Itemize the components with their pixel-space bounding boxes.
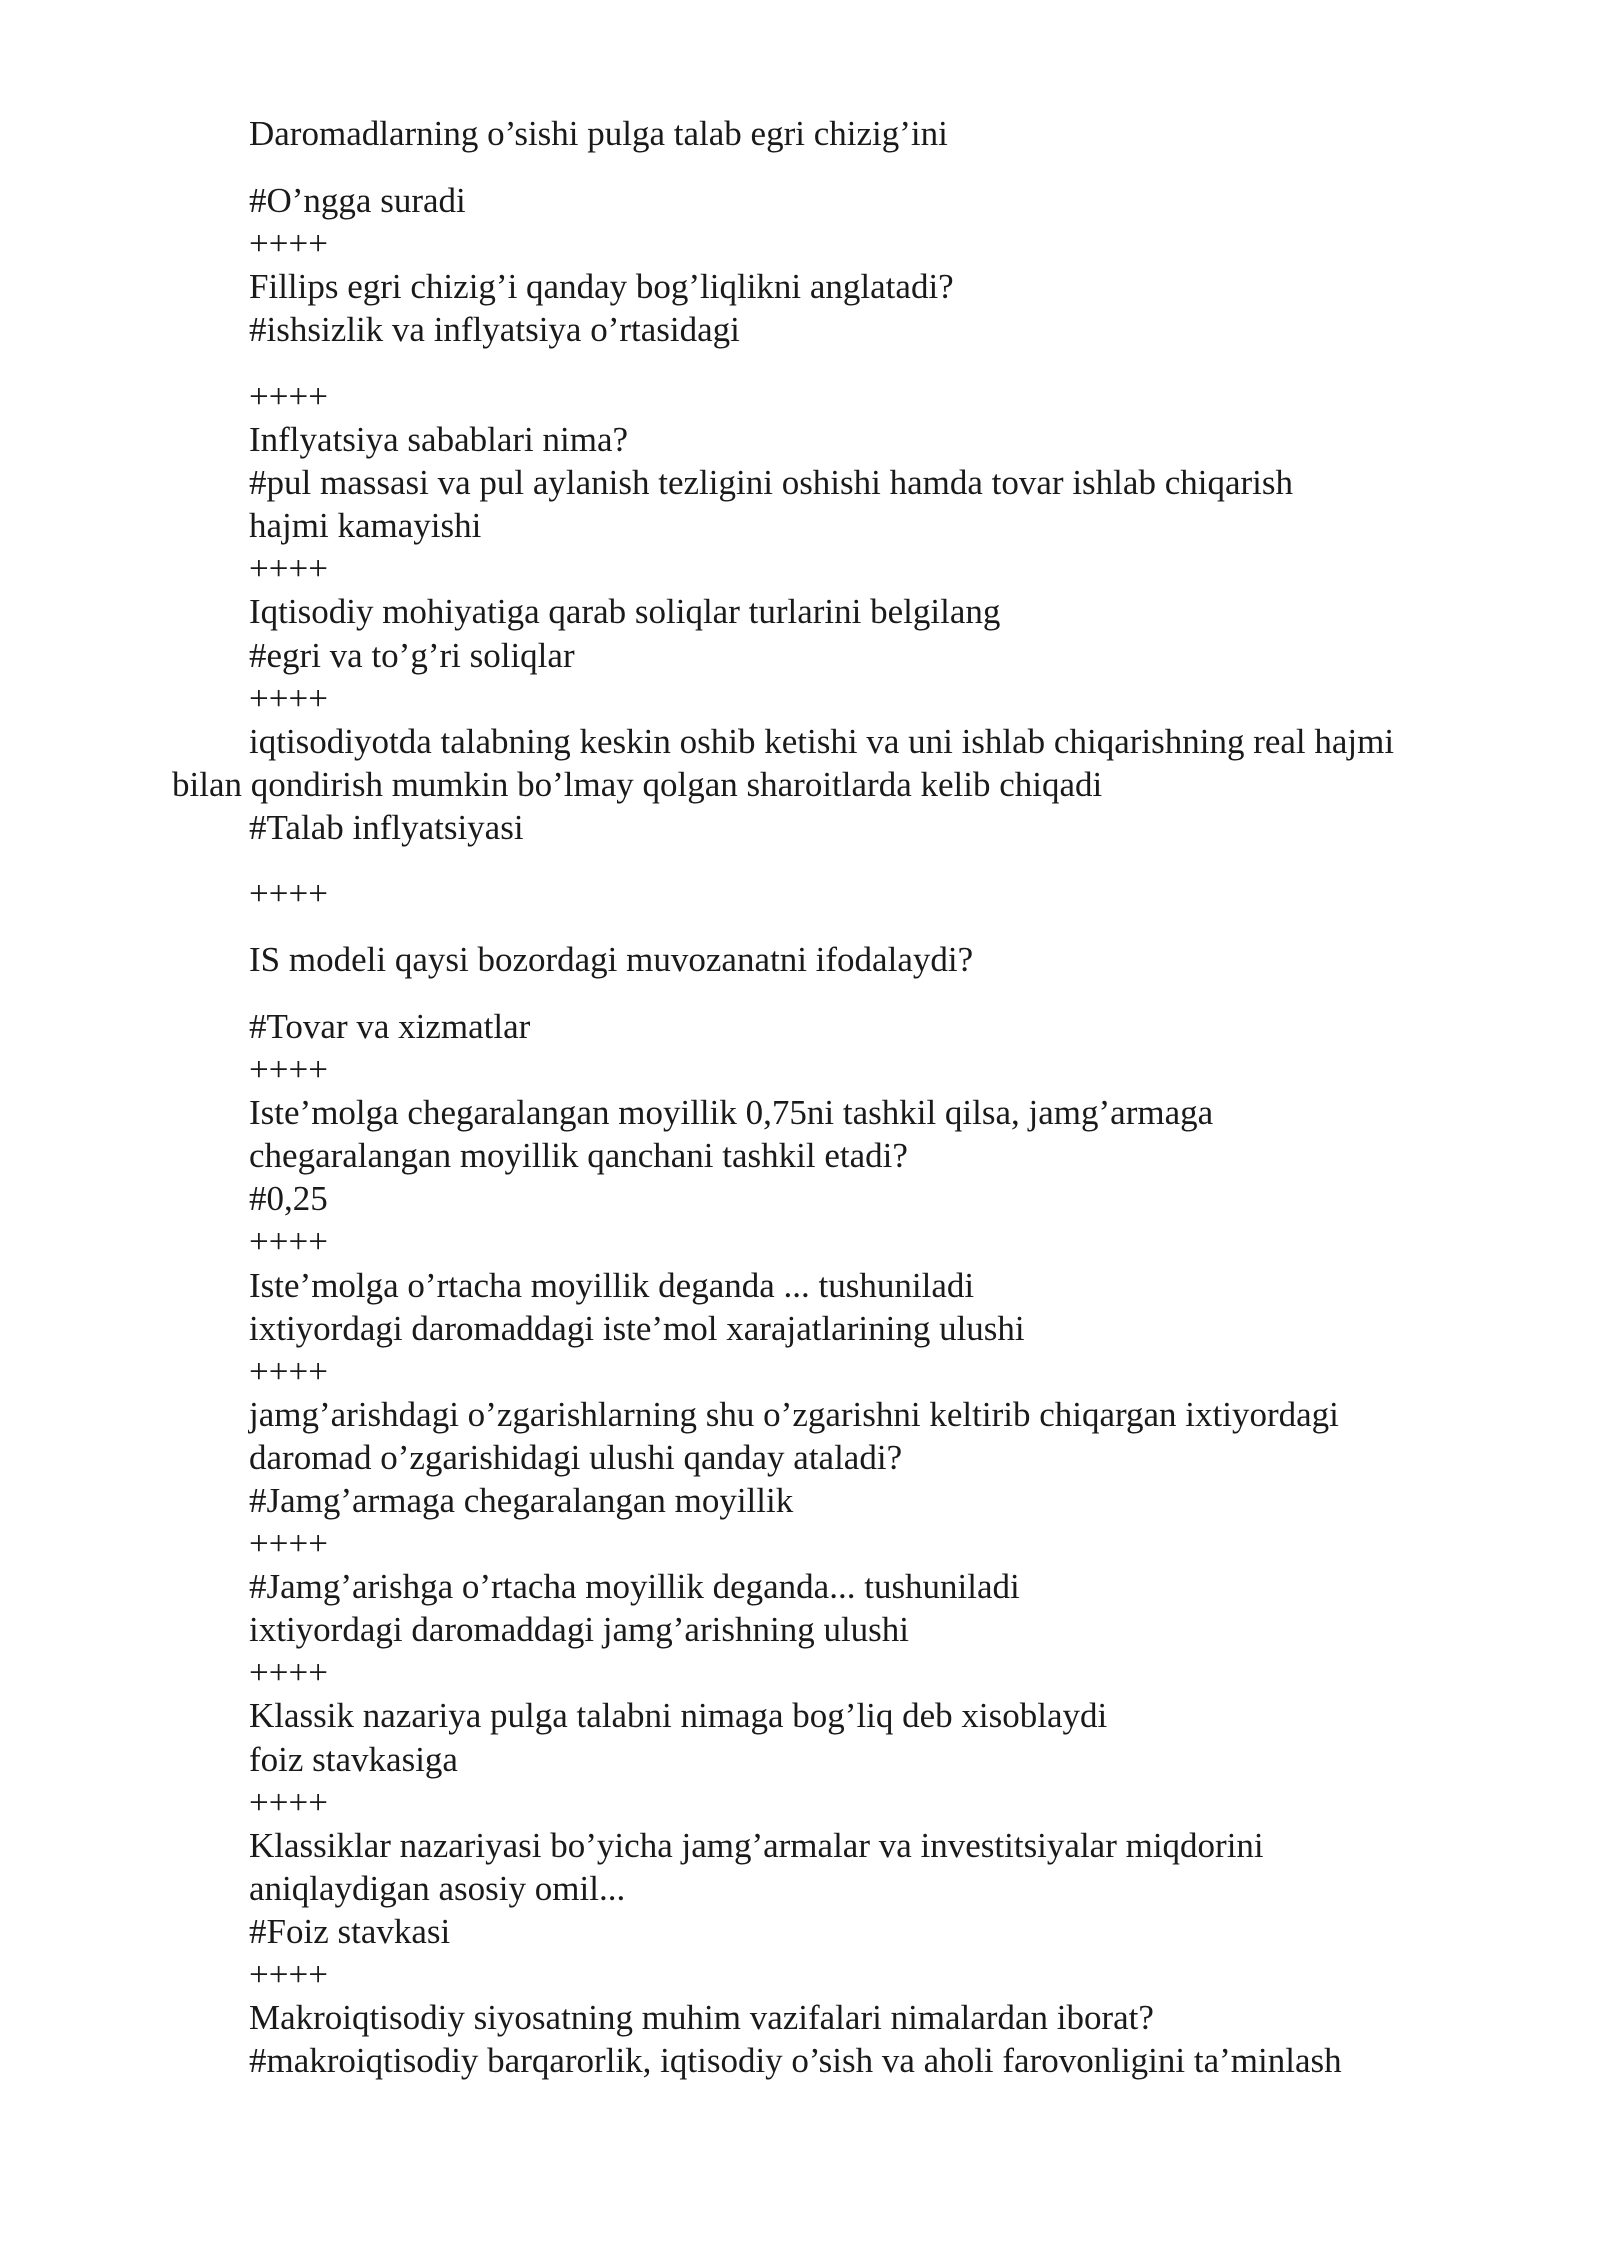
separator-line: ++++ bbox=[249, 1524, 328, 1563]
text-line: #O’ngga suradi bbox=[249, 181, 466, 220]
text-line: Daromadlarning o’sishi pulga talab egri chizig’ini bbox=[249, 114, 948, 153]
question-line: Fillips egri chizig’i qanday bog’liqlikni anglatadi? bbox=[249, 267, 954, 306]
question-line: Klassik nazariya pulga talabni nimaga bog’liq deb xisoblaydi bbox=[249, 1696, 1108, 1735]
question-line: Makroiqtisodiy siyosatning muhim vazifalari nimalardan iborat? bbox=[249, 1998, 1154, 2037]
answer-line: #Talab inflyatsiyasi bbox=[249, 808, 524, 847]
separator-line: ++++ bbox=[249, 1653, 328, 1692]
separator-line: ++++ bbox=[249, 1955, 328, 1994]
question-line: Inflyatsiya sabablari nima? bbox=[249, 420, 629, 459]
separator-line: ++++ bbox=[249, 1352, 328, 1391]
answer-line: #ishsizlik va inflyatsiya o’rtasidagi bbox=[249, 310, 740, 349]
question-line: Iste’molga chegaralangan moyillik 0,75ni tashkil qilsa, jamg’armaga bbox=[249, 1093, 1214, 1132]
separator-line: ++++ bbox=[249, 377, 328, 416]
question-line: daromad o’zgarishidagi ulushi qanday ataladi? bbox=[249, 1438, 903, 1477]
answer-line: #Tovar va xizmatlar bbox=[249, 1007, 531, 1046]
answer-line: #makroiqtisodiy barqarorlik, iqtisodiy o’sish va aholi farovonligini ta’minlash bbox=[249, 2041, 1342, 2080]
answer-line: #0,25 bbox=[249, 1179, 328, 1218]
answer-line: #pul massasi va pul aylanish tezligini oshishi hamda tovar ishlab chiqarish bbox=[249, 463, 1293, 502]
question-line: Iste’molga o’rtacha moyillik deganda ... tushuniladi bbox=[249, 1266, 975, 1305]
question-line: iqtisodiyotda talabning keskin oshib ketishi va uni ishlab chiqarishning real hajmi bbox=[249, 722, 1395, 761]
separator-line: ++++ bbox=[249, 224, 328, 263]
separator-line: ++++ bbox=[249, 1222, 328, 1261]
question-line: chegaralangan moyillik qanchani tashkil etadi? bbox=[249, 1136, 908, 1175]
separator-line: ++++ bbox=[249, 874, 328, 913]
answer-line: hajmi kamayishi bbox=[249, 506, 482, 545]
question-line: jamg’arishdagi o’zgarishlarning shu o’zgarishni keltirib chiqargan ixtiyordagi bbox=[249, 1395, 1339, 1434]
separator-line: ++++ bbox=[249, 679, 328, 718]
separator-line: ++++ bbox=[249, 549, 328, 588]
separator-line: ++++ bbox=[249, 1783, 328, 1822]
answer-line: foiz stavkasiga bbox=[249, 1740, 458, 1779]
answer-line: #Foiz stavkasi bbox=[249, 1912, 451, 1951]
question-line: IS modeli qaysi bozordagi muvozanatni ifodalaydi? bbox=[249, 940, 974, 979]
answer-line: #Jamg’armaga chegaralangan moyillik bbox=[249, 1481, 794, 1520]
question-line: Iqtisodiy mohiyatiga qarab soliqlar turlarini belgilang bbox=[249, 592, 1001, 631]
separator-line: ++++ bbox=[249, 1050, 328, 1089]
answer-line: #egri va to’g’ri soliqlar bbox=[249, 636, 575, 675]
answer-line: ixtiyordagi daromaddagi iste’mol xarajatlarining ulushi bbox=[249, 1309, 1025, 1348]
question-line: #Jamg’arishga o’rtacha moyillik deganda... tushuniladi bbox=[249, 1567, 1020, 1606]
question-line: Klassiklar nazariyasi bo’yicha jamg’armalar va investitsiyalar miqdorini bbox=[249, 1826, 1264, 1865]
answer-line: ixtiyordagi daromaddagi jamg’arishning ulushi bbox=[249, 1610, 910, 1649]
question-line: bilan qondirish mumkin bo’lmay qolgan sharoitlarda kelib chiqadi bbox=[172, 765, 1103, 804]
question-line: aniqlaydigan asosiy omil... bbox=[249, 1869, 626, 1908]
